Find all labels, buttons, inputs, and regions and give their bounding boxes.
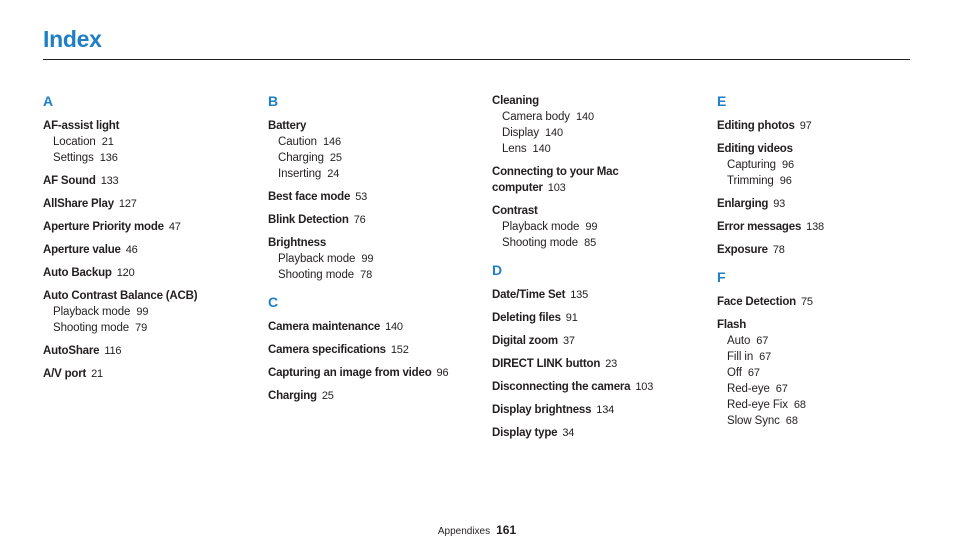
index-term-line — [268, 365, 483, 381]
index-entry — [43, 366, 258, 382]
index-term: Blink Detection — [268, 214, 349, 226]
index-term: Digital zoom — [492, 335, 558, 347]
index-page-ref: 67 — [775, 383, 788, 395]
index-subentry — [717, 397, 932, 413]
index-page-ref: 23 — [605, 358, 618, 370]
index-subentry-label: Trimming — [727, 175, 774, 187]
index-entry — [717, 118, 932, 134]
index-term-line — [492, 164, 707, 180]
index-entry — [492, 93, 707, 157]
index-page-ref: 67 — [756, 335, 769, 347]
index-page-ref: 91 — [565, 312, 578, 324]
index-term: Contrast — [492, 205, 538, 217]
index-page-ref: 135 — [570, 289, 589, 301]
index-entry — [43, 173, 258, 189]
index-page-ref: 96 — [779, 175, 792, 187]
index-subentry-label: Auto — [727, 335, 751, 347]
index-subentry-label: Camera body — [502, 111, 570, 123]
index-term-line — [717, 242, 932, 258]
index-page-ref: 140 — [545, 127, 564, 139]
index-page-ref: 37 — [562, 335, 575, 347]
index-page-ref: 25 — [321, 390, 334, 402]
index-entry — [43, 265, 258, 281]
index-subentry — [43, 304, 258, 320]
index-page-ref: 127 — [118, 198, 137, 210]
index-entry — [268, 342, 483, 358]
title-divider — [43, 59, 910, 60]
index-subentry — [492, 141, 707, 157]
index-subentry — [717, 157, 932, 173]
index-page-ref: 46 — [125, 244, 138, 256]
index-subentry-label: Playback mode — [53, 306, 131, 318]
index-term-line — [717, 118, 932, 134]
index-subentry — [492, 219, 707, 235]
index-term: A/V port — [43, 368, 87, 380]
index-letter: C — [268, 294, 279, 310]
index-term: Battery — [268, 120, 307, 132]
index-entry — [717, 196, 932, 212]
index-term-line — [43, 173, 258, 189]
index-term: Disconnecting the camera — [492, 381, 631, 393]
index-subentry — [717, 381, 932, 397]
index-term-line — [43, 343, 258, 359]
index-entry — [492, 287, 707, 303]
index-subentry — [268, 166, 483, 182]
index-subentry-label: Lens — [502, 143, 527, 155]
page-title: Index — [43, 26, 102, 52]
index-subentry — [492, 109, 707, 125]
index-page-ref: 140 — [575, 111, 594, 123]
index-entry — [43, 288, 258, 336]
index-term: AF-assist light — [43, 120, 120, 132]
index-term: Error messages — [717, 221, 802, 233]
index-page-ref: 21 — [101, 136, 114, 148]
index-page-ref: 78 — [772, 244, 785, 256]
index-letter: A — [43, 93, 54, 109]
index-subentry-label: Playback mode — [278, 253, 356, 265]
index-subentry-label: Display — [502, 127, 540, 139]
index-term-line — [492, 310, 707, 326]
index-subentry — [268, 267, 483, 283]
index-subentry — [43, 320, 258, 336]
index-term: Auto Backup — [43, 267, 112, 279]
index-subentry — [268, 251, 483, 267]
index-entry — [492, 402, 707, 418]
index-entry — [492, 333, 707, 349]
index-entry — [717, 242, 932, 258]
index-subentry-label: Location — [53, 136, 96, 148]
index-entry — [492, 310, 707, 326]
index-term-line — [492, 287, 707, 303]
index-term-line — [43, 242, 258, 258]
index-subentry-label: Shooting mode — [278, 269, 355, 281]
index-subentry-label: Off — [727, 367, 742, 379]
index-term: Best face mode — [268, 191, 351, 203]
index-page-ref: 75 — [801, 296, 813, 308]
index-subentry — [492, 125, 707, 141]
index-subentry-label: Settings — [53, 152, 94, 164]
index-subentry-label: Fill in — [727, 351, 754, 363]
index-term: Charging — [268, 390, 317, 402]
index-page-ref: 67 — [747, 367, 760, 379]
index-letter: D — [492, 262, 503, 278]
index-entry — [43, 343, 258, 359]
index-subentry-label: Slow Sync — [727, 415, 780, 427]
index-subentry — [43, 150, 258, 166]
index-page-ref: 99 — [136, 306, 149, 318]
index-entry — [492, 356, 707, 372]
index-term: AF Sound — [43, 175, 96, 187]
index-entry — [717, 294, 932, 310]
index-subentry-label: Playback mode — [502, 221, 580, 233]
index-term-line — [492, 425, 707, 441]
index-subentry-label: Caution — [278, 136, 317, 148]
index-term-line — [492, 333, 707, 349]
index-entry — [268, 319, 483, 335]
index-column-3 — [492, 93, 707, 448]
index-term: Camera maintenance — [268, 321, 381, 333]
index-entry — [268, 118, 483, 182]
index-term-line — [717, 317, 932, 333]
index-letter: F — [717, 269, 726, 285]
index-entry — [268, 189, 483, 205]
index-entry — [492, 203, 707, 251]
index-term-line — [268, 319, 483, 335]
index-term: Camera specifications — [268, 344, 386, 356]
index-page-ref: 34 — [562, 427, 575, 439]
index-page-ref: 53 — [355, 191, 368, 203]
index-page-ref: 47 — [168, 221, 181, 233]
index-subentry-label: Capturing — [727, 159, 776, 171]
index-entry — [268, 388, 483, 404]
index-entry — [268, 235, 483, 283]
index-page-ref: 25 — [329, 152, 342, 164]
index-term-line — [43, 118, 258, 134]
index-term-line — [717, 141, 932, 157]
index-page-ref: 76 — [353, 214, 366, 226]
index-subentry — [717, 333, 932, 349]
index-subentry-label: Red-eye Fix — [727, 399, 788, 411]
index-page-ref: 24 — [327, 168, 340, 180]
index-page-ref: 120 — [116, 267, 135, 279]
index-page-ref: 146 — [322, 136, 342, 148]
index-term-line — [717, 294, 932, 310]
index-term: Brightness — [268, 237, 327, 249]
index-subentry — [43, 134, 258, 150]
index-term: Capturing an image from video — [268, 367, 432, 379]
index-term: Aperture value — [43, 244, 121, 256]
index-subentry-label: Shooting mode — [502, 237, 579, 249]
index-term-line — [43, 196, 258, 212]
index-entry — [268, 365, 483, 381]
index-term: Date/Time Set — [492, 289, 566, 301]
index-page-ref: 138 — [806, 221, 824, 233]
index-page-ref: 79 — [135, 322, 148, 334]
index-subentry-label: Charging — [278, 152, 324, 164]
index-term: Auto Contrast Balance (ACB) — [43, 290, 198, 302]
index-subentry — [717, 173, 932, 189]
index-entry — [492, 425, 707, 441]
index-entry — [717, 219, 932, 235]
index-page-ref: 67 — [759, 351, 772, 363]
index-term-line — [268, 212, 483, 228]
index-term: DIRECT LINK button — [492, 358, 601, 370]
index-subentry — [717, 349, 932, 365]
index-page-ref: 133 — [100, 175, 119, 187]
index-subentry — [717, 413, 932, 429]
index-entry — [43, 118, 258, 166]
index-term-line — [492, 356, 707, 372]
index-page-ref: 85 — [584, 237, 597, 249]
index-column-2 — [268, 92, 483, 411]
index-page-ref: 78 — [360, 269, 373, 281]
index-term: Flash — [717, 319, 747, 331]
index-term-line — [268, 235, 483, 251]
page-footer — [0, 523, 954, 537]
index-page-ref: 21 — [91, 368, 103, 380]
index-page-ref: 136 — [99, 152, 118, 164]
index-term: Display type — [492, 427, 558, 439]
index-term-line — [492, 203, 707, 219]
index-term: Enlarging — [717, 198, 769, 210]
index-term-line — [717, 196, 932, 212]
index-letter: E — [717, 93, 727, 109]
index-term-line — [268, 189, 483, 205]
index-term-line — [492, 180, 707, 196]
index-term: Face Detection — [717, 296, 797, 308]
index-page-ref: 152 — [390, 344, 409, 356]
index-page-ref: 68 — [793, 399, 806, 411]
index-entry — [492, 379, 707, 395]
index-entry — [717, 141, 932, 189]
index-page-ref: 68 — [785, 415, 798, 427]
index-page-ref: 116 — [104, 345, 122, 357]
index-page-ref: 134 — [596, 404, 615, 416]
index-term: Cleaning — [492, 95, 539, 107]
index-term-line — [492, 93, 707, 109]
index-entry — [717, 317, 932, 429]
index-subentry — [268, 150, 483, 166]
index-term: Editing videos — [717, 143, 793, 155]
index-subentry-label: Inserting — [278, 168, 322, 180]
index-term: AllShare Play — [43, 198, 114, 210]
index-page-ref: 99 — [585, 221, 598, 233]
index-term-continued: computer — [492, 182, 543, 194]
index-term: Connecting to your Mac — [492, 166, 619, 178]
index-term: Deleting files — [492, 312, 561, 324]
index-entry — [43, 219, 258, 235]
index-term: AutoShare — [43, 345, 100, 357]
index-term-line — [717, 219, 932, 235]
index-subentry — [268, 134, 483, 150]
index-page-ref: 103 — [635, 381, 654, 393]
index-subentry-label: Red-eye — [727, 383, 770, 395]
index-term-line — [43, 288, 258, 304]
index-term-line — [268, 342, 483, 358]
index-term-line — [492, 379, 707, 395]
index-term-line — [43, 219, 258, 235]
index-term-line — [268, 388, 483, 404]
index-term-line — [43, 366, 258, 382]
index-entry — [43, 242, 258, 258]
index-entry — [43, 196, 258, 212]
index-page-ref: 99 — [361, 253, 374, 265]
index-page-ref: 140 — [532, 143, 551, 155]
index-term-line — [43, 265, 258, 281]
index-term: Exposure — [717, 244, 768, 256]
index-term: Editing photos — [717, 120, 795, 132]
index-subentry — [492, 235, 707, 251]
index-entry — [492, 164, 707, 196]
index-term-line — [268, 118, 483, 134]
index-column-1 — [43, 92, 258, 389]
index-subentry-label: Shooting mode — [53, 322, 130, 334]
index-page-ref: 140 — [385, 321, 403, 333]
index-term: Aperture Priority mode — [43, 221, 164, 233]
index-page-ref: 97 — [799, 120, 812, 132]
index-term: Display brightness — [492, 404, 592, 416]
index-page-ref: 93 — [773, 198, 786, 210]
page-number: 161 — [496, 523, 517, 537]
index-column-4 — [717, 92, 932, 436]
index-page-ref: 96 — [781, 159, 795, 171]
index-page-ref: 103 — [547, 182, 566, 194]
index-subentry — [717, 365, 932, 381]
footer-section: Appendixes — [437, 526, 491, 537]
index-term-line — [492, 402, 707, 418]
index-letter: B — [268, 93, 279, 109]
index-page-ref: 96 — [436, 367, 449, 379]
index-entry — [268, 212, 483, 228]
